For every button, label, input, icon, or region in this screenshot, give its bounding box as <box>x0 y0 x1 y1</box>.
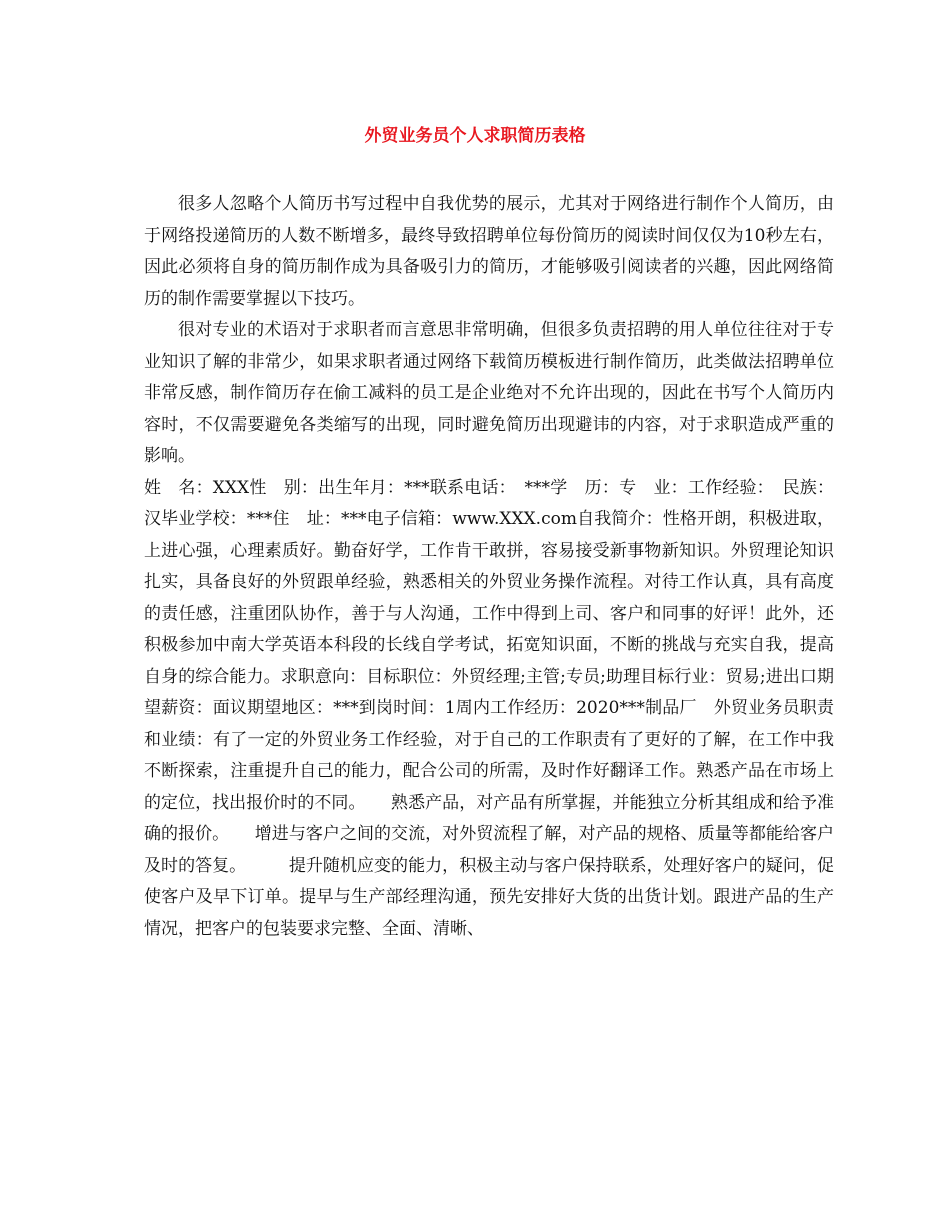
resume-details: 姓 名：XXX性 别：出生年月：***联系电话： ***学 历：专 业：工作经验： 民族：汉毕业学校：***住 址：***电子信箱：www.XXX.com自我简介：性格开朗，积极进取，上进心强，心理素质好。勤奋好学，工作肯干敢拼，容易接受新事物新知识。外贸理论知识扎实，具备良好的外贸跟单经验，熟悉相关的外贸业务操作流程。对待工作认真，具有高度的责任感，注重团队协作，善于与人沟通，工作中得到上司、客户和同事的好评！此外，还积极参加中南大学英语本科段的长线自学考试，拓宽知识面，不断的挑战与充实自我，提高自身的综合能力。求职意向：目标职位：外贸经理;主管;专员;助理目标行业：贸易;进出口期望薪资：面议期望地区：***到岗时间：1周内工作经历：2020***制品厂 外贸业务员职责和业绩：有了一定的外贸业务工作经验，对于自己的工作职责有了更好的了解，在工作中我不断探索，注重提升自己的能力，配合公司的所需，及时作好翻译工作。熟悉产品在市场上的定位，找出报价时的不同。 熟悉产品，对产品有所掌握，并能独立分析其组成和给予准确的报价。 增进与客户之间的交流，对外贸流程了解，对产品的规格、质量等都能给客户及时的答复。 提升随机应变的能力，积极主动与客户保持联系，处理好客户的疑问，促使客户及早下订单。提早与生产部经理沟通，预先安排好大货的出货计划。跟进产品的生产情况，把客户的包装要求完整、全面、清晰、 <box>144 477 834 939</box>
document-title: 外贸业务员个人求职简历表格 <box>364 126 586 146</box>
document-body <box>144 189 834 945</box>
paragraph-intro: 很多人忽略个人简历书写过程中自我优势的展示，尤其对于网络进行制作个人简历，由于网络投递简历的人数不断增多，最终导致招聘单位每份简历的阅读时间仅仅为10秒左右，因此必须将自身的简历制作成为具备吸引力的简历，才能够吸引阅读者的兴趣，因此网络简历的制作需要掌握以下技巧。 <box>144 194 834 309</box>
paragraph-terminology: 很对专业的术语对于求职者而言意思非常明确，但很多负责招聘的用人单位往往对于专业知识了解的非常少，如果求职者通过网络下载简历模板进行制作简历，此类做法招聘单位非常反感，制作简历存在偷工减料的员工是企业绝对不允许出现的，因此在书写个人简历内容时，不仅需要避免各类缩写的出现，同时避免简历出现避讳的内容，对于求职造成严重的影响。 <box>144 320 834 466</box>
